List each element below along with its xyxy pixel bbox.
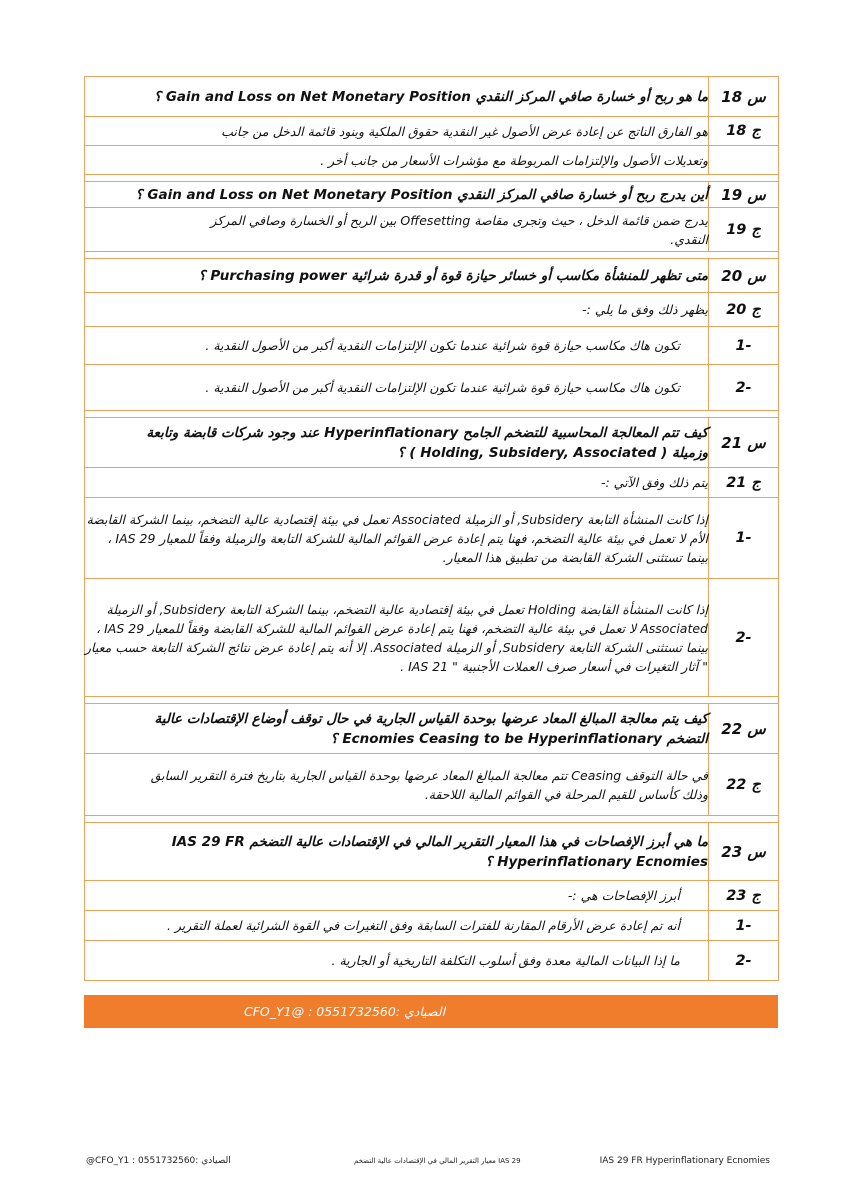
question-22-label: س 22 <box>709 704 779 754</box>
answer-20-item-1-text: تكون هاك مكاسب حيازة قوة شرائية عندما تكون الإلتزامات النقدية أكبر من الأصول النقدية . <box>85 327 709 365</box>
separator <box>85 697 779 704</box>
question-22-text: كيف يتم معالجة المبالغ المعاد عرضها بوحدة القياس الجارية في حال توقف أوضاع الإقتصادات عالية التضخم Ecnomies Ceasing to be Hyperinflationary ؟ <box>85 704 709 754</box>
separator <box>85 252 779 259</box>
question-20-label: س 20 <box>709 259 779 293</box>
answer-20-text: يظهر ذلك وفق ما يلي :- <box>85 293 709 327</box>
question-20-row <box>85 259 779 293</box>
answer-21-row <box>85 468 779 498</box>
answer-23-item-1-label: -1 <box>709 911 779 941</box>
question-18-text: ما هو ربح أو خسارة صافي المركز النقدي Gain and Loss on Net Monetary Position ؟ <box>85 77 709 117</box>
answer-21-item-2-row <box>85 579 779 697</box>
answer-21-label: ج 21 <box>709 468 779 498</box>
answer-19-text: يدرج ضمن قائمة الدخل ، حيث وتجرى مقاصة Offesetting بين الربح أو الخسارة وصافي المركز النقدي. <box>85 208 709 252</box>
answer-23-text: أبرز الإفصاحات هي :- <box>85 881 709 911</box>
answer-23-item-2-text: ما إذا البيانات المالية معدة وفق أسلوب التكلفة التاريخية أو الجارية . <box>85 941 709 981</box>
answer-23-item-1-text: أنه تم إعادة عرض الأرقام المقارنة للفترات السابقة وفق التغيرات في القوة الشرائية لعملة التقرير . <box>85 911 709 941</box>
answer-20-item-1-row <box>85 327 779 365</box>
answer-20-item-1-label: -1 <box>709 327 779 365</box>
answer-21-item-1-row <box>85 498 779 579</box>
answer-22-row <box>85 754 779 816</box>
question-19-row <box>85 182 779 208</box>
footer-title-arabic: معيار التقرير المالي في الإقتصادات عالية التضخم IAS 29 <box>354 1157 521 1165</box>
answer-22-text: في حالة التوقف Ceasing تتم معالجة المبالغ المعاد عرضها بوحدة القياس الجارية بتاريخ فترة التقرير السابق وذلك كأساس للقيم المرحلة في القوائم المالية اللاحقة. <box>85 754 709 816</box>
answer-23-item-2-row <box>85 941 779 981</box>
answer-20-item-2-label: -2 <box>709 365 779 411</box>
answer-18-row-cont <box>85 146 779 175</box>
answer-20-row <box>85 293 779 327</box>
separator <box>85 411 779 418</box>
answer-18-text-line1: هو الفارق الناتج عن إعادة عرض الأصول غير النقدية حقوق الملكية وبنود قائمة الدخل من جانب <box>85 117 709 146</box>
qa-table <box>84 76 779 981</box>
answer-23-item-2-label: -2 <box>709 941 779 981</box>
question-23-text: ما هي أبرز الإفصاحات في هذا المعيار التقرير المالي في الإقتصادات عالية التضخم IAS 29 FR Hyperinflationary Ecnomies ؟ <box>85 823 709 881</box>
question-19-text: أين يدرج ربح أو خسارة صافي المركز النقدي Gain and Loss on Net Monetary Position ؟ <box>85 182 709 208</box>
answer-18-label: ج 18 <box>709 117 779 146</box>
question-22-row <box>85 704 779 754</box>
answer-20-item-2-row <box>85 365 779 411</box>
answer-21-text: يتم ذلك وفق الآتي :- <box>85 468 709 498</box>
footer-contact: @CFO_Y1 : 0551732560: الصيادي <box>86 1156 231 1166</box>
answer-19-row <box>85 208 779 252</box>
answer-21-item-2-text: إذا كانت المنشأة القابضة Holding تعمل في بيئة إقتصادية عالية التضخم، بينما الشركة التابعة Subsidery, أو الزميلة Associated لا تعمل في بيئة عالية التضخم، فهنا يتم إعادة عرض القوائم المالية للشركة القابضة وفقاً للمعيار IAS 29 ، بينما تستثنى الشركة التابعة Subsidery, أو الزميلة Associated. إلا أنه يتم إعادة عرض نتائج الشركة التابعة حسب معيار " آثار التغيرات في أسعار صرف العملات الأجنبية " IAS 21 . <box>85 579 709 697</box>
question-21-text: كيف تتم المعالجة المحاسبية للتضخم الجامح Hyperinflationary عند وجود شركات قابضة وتابعة وزميلة ( Holding, Subsidery, Associated ) ؟ <box>85 418 709 468</box>
question-23-row <box>85 823 779 881</box>
question-23-label: س 23 <box>709 823 779 881</box>
question-21-label: س 21 <box>709 418 779 468</box>
answer-21-item-2-label: -2 <box>709 579 779 697</box>
answer-21-item-1-text: إذا كانت المنشأة التابعة Subsidery, أو الزميلة Associated تعمل في بيئة إقتصادية عالية التضخم، بينما الشركة القابضة الأم لا تعمل في بيئة عالية التضخم، فهنا يتم إعادة عرض القوائم المالية للشركة التابعة والزميلة وفقاً للمعيار IAS 29 ، بينما تستثنى الشركة القابضة من تطبيق هذا المعيار. <box>85 498 709 579</box>
page-footer <box>84 1154 778 1170</box>
answer-21-item-1-label: -1 <box>709 498 779 579</box>
answer-23-row <box>85 881 779 911</box>
answer-23-label: ج 23 <box>709 881 779 911</box>
question-19-label: س 19 <box>709 182 779 208</box>
contact-banner <box>84 995 778 1028</box>
banner-contact-text: الصيادي :0551732560 : @CFO_Y1 <box>244 1004 446 1019</box>
answer-20-item-2-text: تكون هاك مكاسب حيازة قوة شرائية عندما تكون الإلتزامات النقدية أكبر من الأصول النقدية . <box>85 365 709 411</box>
answer-18-row <box>85 117 779 146</box>
footer-title-english: IAS 29 FR Hyperinflationary Ecnomies <box>599 1156 770 1166</box>
separator <box>85 175 779 182</box>
answer-18-label-empty <box>709 146 779 175</box>
answer-18-text-line2: وتعديلات الأصول والإلتزامات المربوطة مع مؤشرات الأسعار من جانب أخر . <box>85 146 709 175</box>
question-20-text: متى تظهر للمنشأة مكاسب أو خسائر حيازة قوة أو قدرة شرائية Purchasing power ؟ <box>85 259 709 293</box>
question-18-label: س 18 <box>709 77 779 117</box>
separator <box>85 816 779 823</box>
question-21-row <box>85 418 779 468</box>
answer-23-item-1-row <box>85 911 779 941</box>
answer-19-label: ج 19 <box>709 208 779 252</box>
answer-20-label: ج 20 <box>709 293 779 327</box>
answer-22-label: ج 22 <box>709 754 779 816</box>
question-18-row <box>85 77 779 117</box>
